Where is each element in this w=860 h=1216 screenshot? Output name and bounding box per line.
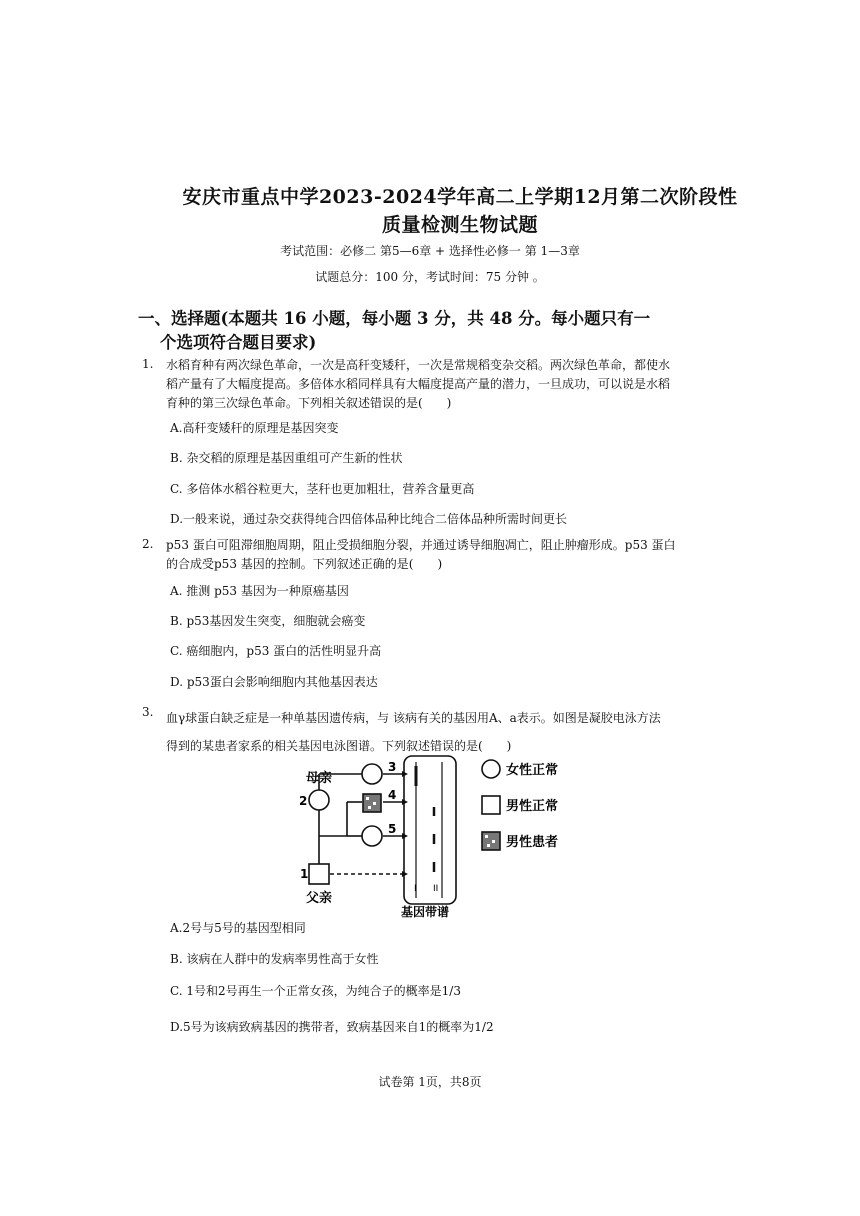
option-a: A.高秆变矮秆的原理是基因突变 xyxy=(170,421,339,435)
option-c: C. 癌细胞内，p53 蛋白的活性明显升高 xyxy=(170,644,382,658)
child-5-symbol xyxy=(362,826,382,846)
section-heading-line2: 个选项符合题目要求) xyxy=(160,333,317,352)
question-stem xyxy=(166,356,726,413)
question-number: 1. xyxy=(142,357,154,371)
question-number: 2. xyxy=(142,537,154,551)
number-1: 1 xyxy=(300,867,309,881)
number-2: 2 xyxy=(299,794,308,808)
stem-line: p53 蛋白可阻滞细胞周期，阻止受损细胞分裂，并通过诱导细胞凋亡，阻止肿瘤形成。p53 蛋白 xyxy=(166,538,676,552)
exam-title-line2: 质量检测生物试题 xyxy=(381,214,538,236)
question-number: 3. xyxy=(142,705,154,719)
legend-male-normal: 男性正常 xyxy=(506,799,559,814)
option-d: D. p53蛋白会影响细胞内其他基因表达 xyxy=(170,675,378,689)
mother-label: 母亲 xyxy=(306,771,333,786)
stem-line: 水稻育种有两次绿色革命，一次是高秆变矮秆，一次是常规稻变杂交稻。两次绿色革命，都使水 xyxy=(166,358,671,372)
option-b: B. 该病在人群中的发病率男性高于女性 xyxy=(170,952,379,966)
legend-male-normal-icon xyxy=(482,796,500,814)
option-a: A. 推测 p53 基因为一种原癌基因 xyxy=(170,584,349,598)
legend-male-affected-icon xyxy=(482,832,500,850)
option-a: A.2号与5号的基因型相同 xyxy=(170,921,306,935)
option-d: D.5号为该病致病基因的携带者，致病基因来自1的概率为1/2 xyxy=(170,1020,494,1034)
gel-caption: 基因带谱 xyxy=(401,905,450,918)
stem-line: 的合成受p53 基因的控制。下列叙述正确的是( ) xyxy=(166,557,443,571)
number-3: 3 xyxy=(388,760,397,774)
option-c: C. 多倍体水稻谷粒更大，茎秆也更加粗壮，营养含量更高 xyxy=(170,482,475,496)
exam-title-line1: 安庆市重点中学2023-2024学年高二上学期12月第二次阶段性 xyxy=(182,186,738,208)
figure-legend xyxy=(478,758,588,858)
lane-label-1: I xyxy=(414,884,417,894)
lane-label-2: II xyxy=(433,884,439,894)
father-symbol xyxy=(309,864,329,884)
section-heading-line1: 一、选择题(本题共 16 小题，每小题 3 分，共 48 分。每小题只有一 xyxy=(138,309,651,328)
stem-line: 得到的某患者家系的相关基因电泳图谱。下列叙述错误的是( ) xyxy=(166,739,512,753)
question-stem xyxy=(166,536,726,574)
stem-line: 育种的第三次绿色革命。下列相关叙述错误的是( ) xyxy=(166,396,452,410)
number-4: 4 xyxy=(388,788,397,802)
page-footer: 试卷第 1页，共8页 xyxy=(378,1075,482,1089)
legend-female-normal-icon xyxy=(482,760,500,778)
legend-female-normal: 女性正常 xyxy=(506,763,559,778)
section-heading xyxy=(138,307,738,355)
child-4-symbol xyxy=(363,794,381,812)
legend-male-affected: 男性患者 xyxy=(506,835,559,850)
stem-line: 血γ球蛋白缺乏症是一种单基因遗传病，与 该病有关的基因用A、a表示。如图是凝胶电泳方法 xyxy=(166,711,661,725)
option-b: B. p53基因发生突变，细胞就会癌变 xyxy=(170,614,366,628)
option-b: B. 杂交稻的原理是基因重组可产生新的性状 xyxy=(170,451,403,465)
father-label: 父亲 xyxy=(306,891,333,906)
child-3-symbol xyxy=(362,764,382,784)
option-d: D.一般来说，通过杂交获得纯合四倍体品种比纯合二倍体品种所需时间更长 xyxy=(170,512,568,526)
option-c: C. 1号和2号再生一个正常女孩，为纯合子的概率是1/3 xyxy=(170,984,461,998)
gel-box xyxy=(404,756,456,904)
exam-scope: 考试范围：必修二 第5—6章 + 选择性必修一 第 1—3章 xyxy=(280,244,580,258)
number-5: 5 xyxy=(388,822,397,836)
mother-symbol xyxy=(309,790,329,810)
stem-line: 稻产量有了大幅度提高。多倍体水稻同样具有大幅度提高产量的潜力，一旦成功，可以说是水稻 xyxy=(166,377,671,391)
exam-score-time: 试题总分：100 分，考试时间：75 分钟 。 xyxy=(315,270,545,284)
